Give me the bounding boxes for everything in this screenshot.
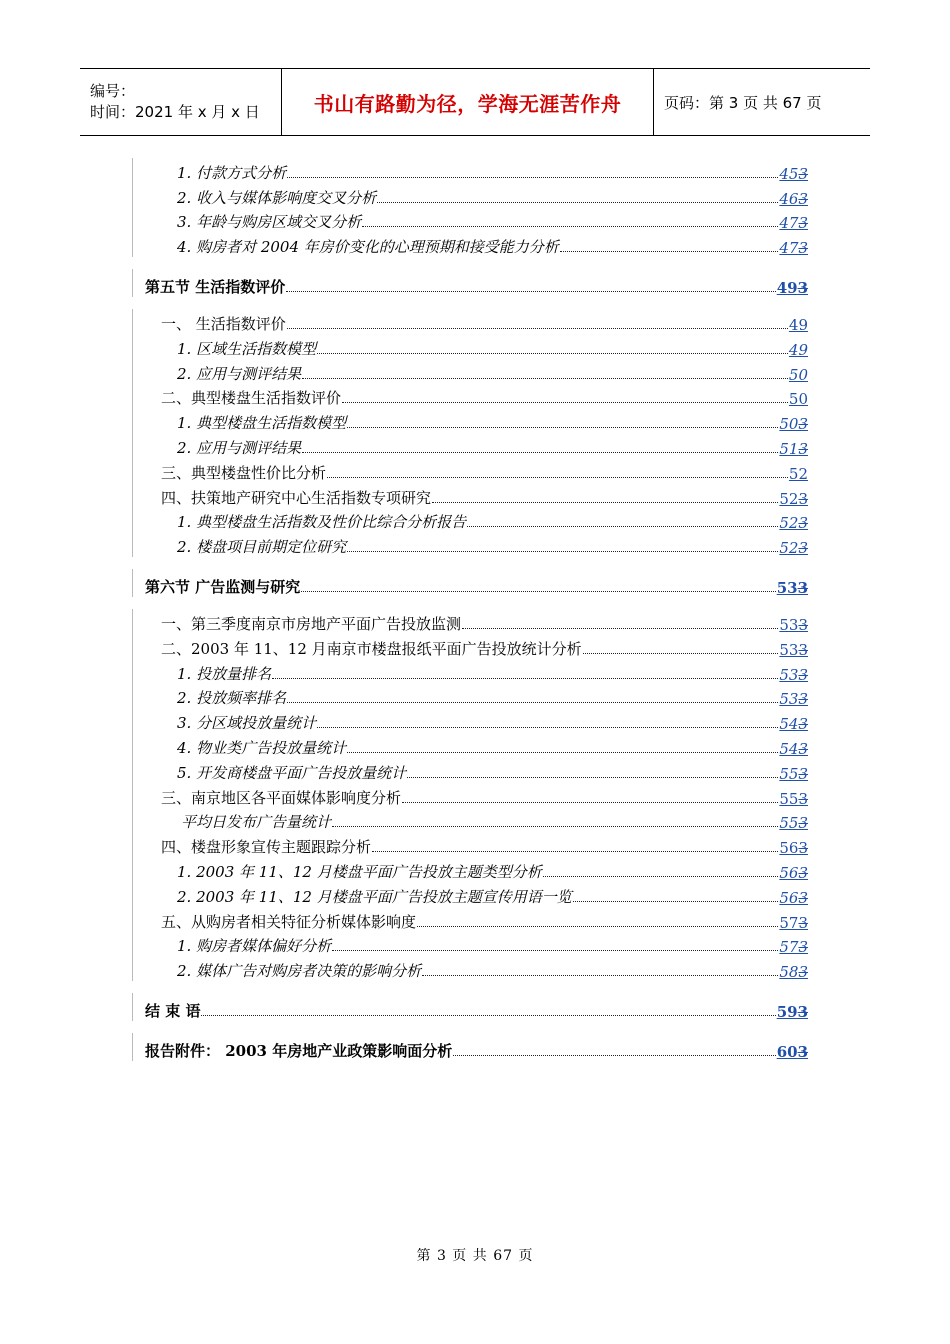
toc-page-link[interactable]: 573 <box>779 938 808 957</box>
toc-entry-title: 3. 分区域投放量统计 <box>177 714 317 733</box>
toc-entry[interactable] <box>133 634 808 659</box>
toc-entry-title: 2. 应用与测评结果 <box>177 438 302 457</box>
dot-leader <box>583 653 779 654</box>
toc-entry[interactable] <box>133 907 808 932</box>
toc-page-link[interactable]: 543 <box>779 715 808 734</box>
toc-entry-title: 四、楼盘形象宣传主题跟踪分析 <box>161 838 372 857</box>
toc-section-6[interactable] <box>133 569 808 597</box>
dot-leader <box>287 328 788 329</box>
dot-leader <box>462 628 778 629</box>
toc-entry-title: 1. 典型楼盘生活指数模型 <box>177 414 347 433</box>
toc-page-link[interactable]: 473 <box>779 239 808 258</box>
toc-entry[interactable] <box>133 384 808 409</box>
toc-group-section4-tail <box>132 158 808 257</box>
dot-leader <box>362 226 778 227</box>
toc-section-title: 结 束 语 <box>145 1002 201 1021</box>
dot-leader <box>342 402 788 403</box>
toc-page-link[interactable]: 603 <box>776 1043 808 1062</box>
toc-entry-title: 1. 投放量排名 <box>177 664 272 683</box>
toc-page-link[interactable]: 493 <box>776 279 808 298</box>
dot-leader <box>302 452 778 453</box>
dot-leader <box>301 591 775 592</box>
dot-leader <box>417 926 778 927</box>
toc-entry-title: 三、南京地区各平面媒体影响度分析 <box>161 788 402 807</box>
dot-leader <box>327 477 788 478</box>
toc-entry[interactable] <box>133 708 808 733</box>
toc-entry-title: 三、典型楼盘性价比分析 <box>161 463 327 482</box>
dot-leader <box>287 177 778 178</box>
dot-leader <box>372 851 778 852</box>
toc-section-title: 报告附件： 2003 年房地产业政策影响面分析 <box>145 1042 453 1061</box>
toc-entry-title: 2. 2003 年 11、12 月楼盘平面广告投放主题宣传用语一览 <box>177 887 572 906</box>
toc-entry[interactable] <box>133 832 808 857</box>
toc-entry-title: 4. 物业类广告投放量统计 <box>177 738 347 757</box>
toc-entry[interactable] <box>133 783 808 808</box>
toc-page-link[interactable]: 563 <box>779 863 808 882</box>
dot-leader <box>317 727 778 728</box>
dot-leader <box>422 975 778 976</box>
toc-section-5[interactable] <box>133 269 808 297</box>
toc-page-link[interactable]: 503 <box>779 415 808 434</box>
toc-page-link[interactable]: 563 <box>779 888 808 907</box>
header-page-info <box>654 69 870 135</box>
toc-entry[interactable] <box>133 458 808 483</box>
dot-leader <box>287 702 778 703</box>
dot-leader <box>560 251 779 252</box>
dot-leader <box>573 901 779 902</box>
toc-entry-title: 2. 应用与测评结果 <box>177 364 302 383</box>
toc-entry-title: 五、从购房者相关特征分析媒体影响度 <box>161 912 417 931</box>
toc-entry[interactable] <box>133 609 808 634</box>
toc-entry[interactable] <box>133 956 808 981</box>
toc-page-link[interactable]: 583 <box>779 963 808 982</box>
motto: 书山有路勤为径，学海无涯苦作舟 <box>313 91 622 116</box>
doc-time-label: 时间：2021 年 x 月 x 日 <box>90 103 260 121</box>
toc-entry-title: 二、典型楼盘生活指数评价 <box>161 389 342 408</box>
toc-entry[interactable] <box>133 532 808 557</box>
dot-leader <box>347 427 778 428</box>
toc-section-title: 第五节 生活指数评价 <box>145 278 286 297</box>
dot-leader <box>332 826 778 827</box>
dot-leader <box>272 678 778 679</box>
toc-entry-title: 一、 生活指数评价 <box>161 314 286 333</box>
toc-page-link[interactable]: 523 <box>779 539 808 558</box>
dot-leader <box>407 777 778 778</box>
dot-leader <box>453 1055 775 1056</box>
dot-leader <box>302 378 788 379</box>
header-motto-cell <box>282 69 654 135</box>
toc-page-link[interactable]: 543 <box>779 739 808 758</box>
dot-leader <box>432 502 778 503</box>
toc-entry[interactable] <box>133 408 808 433</box>
toc-conclusion[interactable] <box>133 993 808 1021</box>
toc-section-title: 第六节 广告监测与研究 <box>145 578 301 597</box>
toc-page-link[interactable]: 50 <box>788 365 808 384</box>
dot-leader <box>377 202 778 203</box>
toc-entry[interactable] <box>133 758 808 783</box>
toc-entry[interactable] <box>133 882 808 907</box>
toc-entry-title: 一、第三季度南京市房地产平面广告投放监测 <box>161 614 462 633</box>
toc-page-link[interactable]: 533 <box>779 615 808 634</box>
toc-entry[interactable] <box>133 158 808 183</box>
toc-entry-title: 2. 收入与媒体影响度交叉分析 <box>177 188 377 207</box>
doc-code-label: 编号： <box>90 82 136 100</box>
toc-entry[interactable] <box>133 359 808 384</box>
toc-entry[interactable] <box>133 857 808 882</box>
toc-page-link[interactable]: 573 <box>779 913 808 932</box>
toc-page-link[interactable]: 523 <box>779 489 808 508</box>
toc-entry-title: 1. 2003 年 11、12 月楼盘平面广告投放主题类型分析 <box>177 862 542 881</box>
toc-entry[interactable] <box>133 684 808 709</box>
toc-entry[interactable] <box>133 183 808 208</box>
dot-leader <box>347 551 778 552</box>
toc-page-link[interactable]: 473 <box>779 214 808 233</box>
toc-entry-title: 1. 付款方式分析 <box>177 163 287 182</box>
toc-entry[interactable] <box>133 433 808 458</box>
toc-entry-title: 4. 购房者对 2004 年房价变化的心理预期和接受能力分析 <box>177 238 559 257</box>
toc-page-link[interactable]: 553 <box>779 789 808 808</box>
toc-page-link[interactable]: 50 <box>788 390 808 409</box>
toc-entry[interactable] <box>133 232 808 257</box>
toc-page-link[interactable]: 533 <box>779 690 808 709</box>
toc-page-link[interactable]: 593 <box>776 1003 808 1022</box>
toc-page-link[interactable]: 453 <box>779 164 808 183</box>
toc-entry-title: 3. 年龄与购房区域交叉分析 <box>177 213 362 232</box>
dot-leader <box>286 291 775 292</box>
toc-page-link[interactable]: 49 <box>788 340 808 359</box>
toc-attachment[interactable] <box>133 1033 808 1061</box>
dot-leader <box>543 876 779 877</box>
toc-page-link[interactable]: 533 <box>776 579 808 598</box>
toc-entry-title: 2. 媒体广告对购房者决策的影响分析 <box>177 962 422 981</box>
toc-entry-title: 1. 区域生活指数模型 <box>177 339 317 358</box>
dot-leader <box>402 802 778 803</box>
toc-entry[interactable] <box>133 309 808 334</box>
dot-leader <box>467 526 778 527</box>
toc-entry[interactable] <box>133 334 808 359</box>
toc-page-link[interactable]: 463 <box>779 189 808 208</box>
toc-page-link[interactable]: 563 <box>779 839 808 858</box>
dot-leader <box>332 950 778 951</box>
toc-entry-title: 四、扶策地产研究中心生活指数专项研究 <box>161 488 432 507</box>
toc-page-link[interactable]: 553 <box>779 814 808 833</box>
dot-leader <box>317 353 788 354</box>
page-footer: 第 3 页 共 67 页 <box>416 1248 534 1264</box>
toc-entry[interactable] <box>133 932 808 957</box>
toc-entry-title: 1. 购房者媒体偏好分析 <box>177 937 332 956</box>
page-info: 页码：第 3 页 共 67 页 <box>664 93 822 112</box>
toc-page-link[interactable]: 533 <box>779 665 808 684</box>
toc-entry-title: 2. 投放频率排名 <box>177 689 287 708</box>
toc-entry-title: 1. 典型楼盘生活指数及性价比综合分析报告 <box>177 513 467 532</box>
table-of-contents <box>132 158 808 1061</box>
toc-entry[interactable] <box>133 208 808 233</box>
page-header <box>80 68 870 136</box>
toc-group-section6 <box>132 609 808 981</box>
dot-leader <box>201 1015 775 1016</box>
dot-leader <box>347 752 778 753</box>
toc-entry[interactable] <box>133 659 808 684</box>
toc-entry[interactable] <box>133 483 808 508</box>
toc-page-link[interactable]: 513 <box>779 439 808 458</box>
toc-entry[interactable] <box>133 733 808 758</box>
toc-page-link[interactable]: 49 <box>788 315 808 334</box>
toc-entry-title: 二、2003 年 11、12 月南京市楼盘报纸平面广告投放统计分析 <box>161 639 582 658</box>
toc-page-link[interactable]: 553 <box>779 764 808 783</box>
toc-page-link[interactable]: 523 <box>779 514 808 533</box>
header-meta <box>80 69 282 135</box>
toc-entry[interactable] <box>133 808 808 833</box>
toc-page-link[interactable]: 52 <box>788 464 808 483</box>
toc-group-section5 <box>132 309 808 557</box>
toc-page-link[interactable]: 533 <box>779 640 808 659</box>
toc-entry[interactable] <box>133 508 808 533</box>
toc-entry-title: 5. 开发商楼盘平面广告投放量统计 <box>177 763 407 782</box>
toc-entry-title: 平均日发布广告量统计 <box>181 813 332 832</box>
toc-entry-title: 2. 楼盘项目前期定位研究 <box>177 538 347 557</box>
